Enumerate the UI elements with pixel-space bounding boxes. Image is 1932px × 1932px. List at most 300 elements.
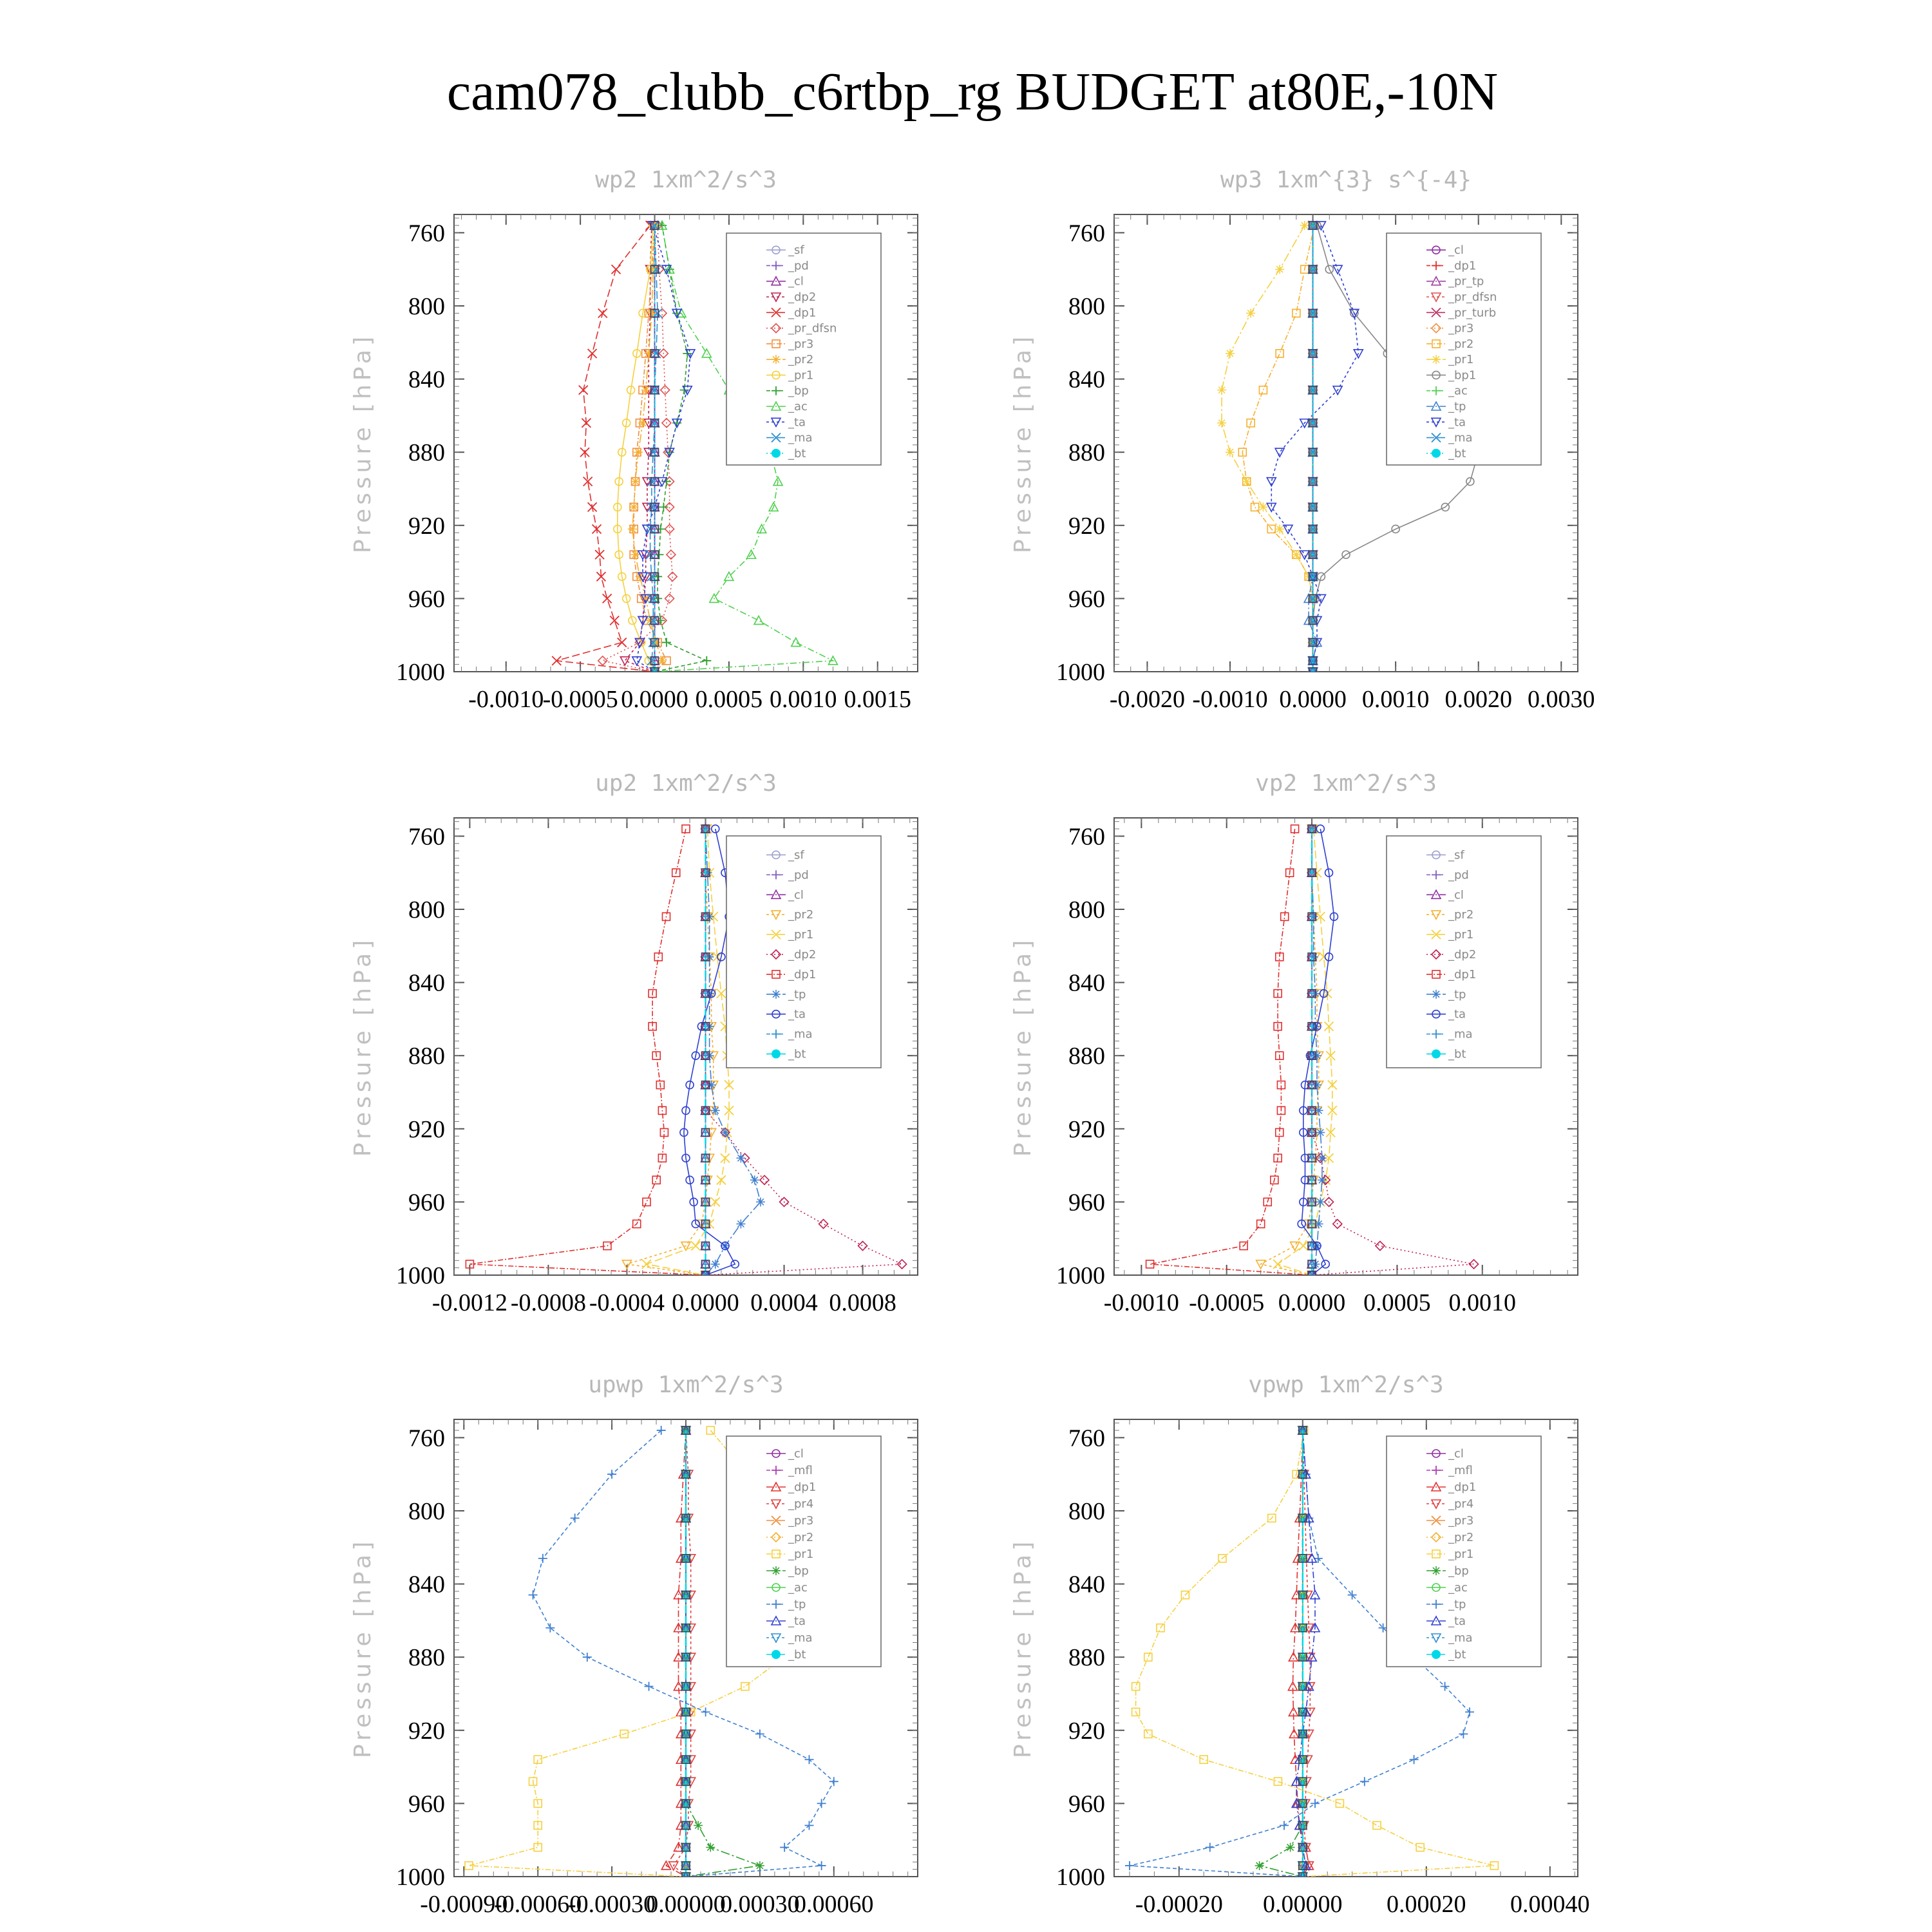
legend <box>1387 1436 1541 1667</box>
data-point <box>598 308 607 317</box>
data-point <box>612 265 621 274</box>
legend-label: _pr2 <box>1448 337 1474 351</box>
data-point <box>1226 448 1235 457</box>
y-tick-label: 840 <box>408 366 445 393</box>
legend-label: _sf <box>788 848 804 862</box>
legend-label: _cl <box>1448 1447 1464 1461</box>
x-tick-label: 0.00030 <box>720 1891 800 1918</box>
legend-label: _dp1 <box>788 967 817 981</box>
data-point <box>588 349 597 358</box>
data-point <box>641 386 650 395</box>
legend-label: _mfl <box>788 1464 813 1477</box>
legend <box>726 1436 881 1667</box>
data-point <box>657 1426 666 1435</box>
data-point <box>665 594 674 603</box>
legend-label: _cl <box>1448 888 1464 902</box>
legend-label: _pr_tp <box>1448 274 1484 289</box>
y-tick-label: 800 <box>408 1498 445 1525</box>
legend-label: _pr1 <box>788 928 814 942</box>
x-tick-label: 0.0010 <box>1361 686 1430 713</box>
series-line-bp <box>1260 1430 1303 1877</box>
y-tick-label: 920 <box>408 512 445 540</box>
panel-2 <box>1010 167 1595 713</box>
data-point <box>1283 525 1293 533</box>
data-point <box>1286 1843 1295 1852</box>
data-point <box>1275 524 1284 533</box>
data-point <box>721 1128 730 1137</box>
legend-label: _pr4 <box>1448 1497 1474 1511</box>
legend-marker <box>1432 990 1441 999</box>
data-point <box>1275 448 1284 457</box>
data-point <box>741 1683 749 1690</box>
data-point <box>755 1861 764 1870</box>
data-point <box>804 1755 813 1764</box>
data-point <box>1316 1128 1325 1137</box>
y-tick-label: 880 <box>1068 1043 1105 1070</box>
legend-label: _ma <box>1448 1027 1473 1041</box>
x-tick-label: -0.0004 <box>589 1289 665 1316</box>
x-tick-label: -0.00060 <box>494 1891 582 1918</box>
y-axis-label: Pressure [hPa] <box>350 936 376 1157</box>
panel-title: wp3 1xm^{3} s^{-4} <box>1220 167 1472 193</box>
y-axis-label: Pressure [hPa] <box>350 332 376 554</box>
legend-marker <box>772 449 781 458</box>
panel-title: vpwp 1xm^2/s^3 <box>1248 1372 1444 1398</box>
series-line-dp1 <box>1150 829 1312 1275</box>
legend-label: _tp <box>1448 1598 1466 1611</box>
y-tick-label: 1000 <box>396 1262 445 1289</box>
legend-label: _tp <box>788 1598 806 1611</box>
legend-label: _pr4 <box>788 1497 814 1511</box>
data-point <box>702 349 711 357</box>
y-tick-label: 880 <box>1068 439 1105 467</box>
legend-marker <box>1432 449 1441 458</box>
data-point <box>1300 221 1309 230</box>
data-point <box>1376 1242 1385 1251</box>
y-tick-label: 1000 <box>1056 1864 1105 1891</box>
legend-label: _tp <box>1448 987 1466 1001</box>
data-point <box>1226 349 1235 358</box>
legend-label: _ta <box>788 415 806 430</box>
y-tick-label: 1000 <box>1056 1262 1105 1289</box>
series-line-pr2 <box>627 829 713 1275</box>
legend-label: _ac <box>788 400 808 413</box>
data-point <box>694 1821 703 1830</box>
legend-label: _pd <box>1448 868 1469 882</box>
legend-label: _pr3 <box>788 1514 814 1528</box>
data-point <box>610 616 619 625</box>
y-tick-label: 760 <box>408 823 445 851</box>
panel-5 <box>350 1372 918 1918</box>
panel-1 <box>350 167 918 713</box>
x-tick-label: 0.00000 <box>646 1891 726 1918</box>
panel-title: up2 1xm^2/s^3 <box>595 770 777 797</box>
data-point <box>1146 1260 1154 1268</box>
panel-4 <box>1010 770 1578 1316</box>
legend-label: _dp2 <box>788 948 817 961</box>
legend-label: _sf <box>1448 848 1464 862</box>
data-point <box>1314 1554 1323 1563</box>
legend <box>726 836 881 1068</box>
y-tick-label: 920 <box>1068 512 1105 540</box>
y-tick-label: 840 <box>408 969 445 997</box>
legend-label: _ma <box>1448 1631 1473 1645</box>
data-point <box>819 1219 828 1228</box>
y-tick-label: 960 <box>408 585 445 613</box>
data-point <box>898 1260 907 1269</box>
legend-marker <box>772 1566 781 1575</box>
legend-label: _pr1 <box>788 368 814 383</box>
data-point <box>1144 1653 1152 1661</box>
y-tick-label: 920 <box>1068 1717 1105 1745</box>
legend-label: _pd <box>788 868 809 882</box>
legend-label: _bp <box>788 384 809 398</box>
legend-marker <box>1432 1650 1441 1659</box>
legend-label: _tp <box>788 987 806 1001</box>
legend-label: _bp1 <box>1448 368 1477 383</box>
data-point <box>1255 1861 1264 1870</box>
data-point <box>817 1799 826 1808</box>
data-point <box>760 1175 769 1184</box>
legend-label: _ta <box>1448 1007 1466 1021</box>
legend-label: _ac <box>788 1581 808 1595</box>
data-point <box>1274 1777 1282 1785</box>
data-point <box>662 638 671 647</box>
data-point <box>1144 1730 1152 1738</box>
data-point <box>1246 308 1255 317</box>
y-tick-label: 800 <box>408 293 445 320</box>
legend-marker <box>1432 1050 1441 1059</box>
data-point <box>756 1197 765 1206</box>
data-point <box>618 638 627 647</box>
y-tick-label: 760 <box>1068 220 1105 247</box>
data-point <box>750 1175 759 1184</box>
data-point <box>1206 1843 1215 1852</box>
legend-label: _dp2 <box>1448 948 1477 961</box>
legend-label: _bt <box>1448 1047 1466 1061</box>
data-point <box>634 448 643 457</box>
legend-label: _bt <box>788 446 806 460</box>
y-tick-label: 920 <box>1068 1115 1105 1143</box>
y-tick-label: 800 <box>408 896 445 923</box>
x-tick-label: -0.00020 <box>1135 1891 1223 1918</box>
x-tick-label: -0.00090 <box>420 1891 508 1918</box>
y-tick-label: 1000 <box>1056 659 1105 686</box>
y-tick-label: 880 <box>408 439 445 467</box>
legend-label: _ac <box>1448 384 1468 398</box>
data-point <box>755 1729 764 1738</box>
legend-label: _pr1 <box>1448 928 1474 942</box>
legend-label: _pr2 <box>1448 1531 1474 1544</box>
x-tick-label: 0.0005 <box>1363 1289 1431 1316</box>
y-tick-label: 840 <box>408 1571 445 1598</box>
legend-label: _cl <box>788 274 804 289</box>
x-tick-label: 0.0020 <box>1444 686 1512 713</box>
y-tick-label: 760 <box>408 220 445 247</box>
data-point <box>1258 502 1267 511</box>
data-point <box>711 1106 720 1115</box>
series-line-dp1 <box>469 829 705 1275</box>
data-point <box>706 1843 715 1852</box>
x-tick-label: 0.00060 <box>794 1891 874 1918</box>
x-tick-label: -0.0005 <box>542 686 618 713</box>
data-point <box>598 656 607 665</box>
data-point <box>661 386 670 395</box>
data-point <box>804 1821 813 1830</box>
x-tick-label: 0.00000 <box>1263 1891 1343 1918</box>
data-point <box>1251 503 1259 511</box>
data-point <box>638 419 647 428</box>
data-point <box>583 1653 592 1662</box>
legend-marker <box>772 990 781 999</box>
data-point <box>1273 1260 1282 1269</box>
y-axis-label: Pressure [hPa] <box>1010 936 1036 1157</box>
x-tick-label: -0.0020 <box>1109 686 1186 713</box>
panel-6 <box>1010 1372 1590 1918</box>
y-tick-label: 760 <box>408 1425 445 1452</box>
data-point <box>1299 1242 1308 1251</box>
legend-label: _dp1 <box>788 1481 817 1494</box>
legend-label: _bt <box>1448 1648 1466 1662</box>
y-tick-label: 1000 <box>396 659 445 686</box>
data-point <box>643 1198 650 1206</box>
data-point <box>736 1219 745 1228</box>
data-point <box>858 1242 867 1251</box>
data-point <box>1318 1175 1327 1184</box>
x-tick-label: 0.0000 <box>621 686 688 713</box>
data-point <box>659 502 668 511</box>
data-point <box>1242 477 1251 486</box>
legend-label: _bt <box>788 1648 806 1662</box>
data-point <box>1410 1755 1419 1764</box>
x-tick-label: -0.0005 <box>1189 1289 1265 1316</box>
y-tick-label: 880 <box>1068 1644 1105 1672</box>
data-point <box>603 594 612 603</box>
legend-label: _ma <box>1448 431 1473 445</box>
legend-label: _pr3 <box>788 337 814 351</box>
y-tick-label: 880 <box>408 1644 445 1672</box>
x-tick-label: -0.0010 <box>468 686 544 713</box>
legend-marker <box>772 1050 781 1059</box>
legend <box>1387 836 1541 1068</box>
data-point <box>711 1260 720 1269</box>
data-point <box>1217 419 1226 428</box>
legend-label: _dp1 <box>788 306 817 320</box>
x-tick-label: 0.00040 <box>1510 1891 1590 1918</box>
legend-label: _dp2 <box>788 290 817 304</box>
legend-label: _ac <box>1448 1581 1468 1595</box>
y-tick-label: 1000 <box>396 1864 445 1891</box>
data-point <box>628 524 637 533</box>
data-point <box>629 502 638 511</box>
data-point <box>1360 1777 1369 1786</box>
legend-label: _bp <box>788 1564 809 1578</box>
legend-label: _pr2 <box>1448 908 1474 922</box>
data-point <box>1316 1197 1325 1206</box>
data-point <box>691 1242 700 1251</box>
legend-label: _pr_turb <box>1448 306 1497 320</box>
legend <box>726 233 881 465</box>
legend-label: _sf <box>788 243 804 258</box>
legend <box>1387 233 1541 465</box>
legend-label: _pr3 <box>1448 1514 1474 1528</box>
data-point <box>529 1591 538 1600</box>
y-tick-label: 880 <box>408 1043 445 1070</box>
data-point <box>1125 1861 1134 1870</box>
legend-label: _ta <box>788 1007 806 1021</box>
data-point <box>817 1861 826 1870</box>
data-point <box>644 349 653 358</box>
data-point <box>721 1153 730 1162</box>
data-point <box>1276 350 1283 357</box>
legend-label: _dp1 <box>1448 259 1477 273</box>
legend-label: _pr2 <box>788 908 814 922</box>
data-point <box>642 1260 651 1269</box>
x-tick-label: 0.0008 <box>829 1289 896 1316</box>
legend-label: _ta <box>788 1615 806 1628</box>
legend-marker <box>1432 1566 1441 1575</box>
data-point <box>1311 1799 1320 1808</box>
data-point <box>1300 551 1309 559</box>
x-tick-label: -0.00030 <box>568 1891 656 1918</box>
data-point <box>631 477 640 486</box>
y-tick-label: 960 <box>1068 585 1105 613</box>
data-point <box>1292 550 1301 559</box>
data-point <box>1132 1683 1140 1690</box>
series-line-bp <box>655 225 707 672</box>
data-point <box>1373 1821 1381 1829</box>
data-point <box>1275 265 1284 274</box>
legend-label: _cl <box>1448 243 1464 258</box>
legend-label: _bt <box>1448 446 1466 460</box>
data-point <box>620 657 629 665</box>
y-tick-label: 800 <box>1068 293 1105 320</box>
legend-label: _pr_dfsn <box>788 321 837 336</box>
legend-label: _pr1 <box>788 1548 814 1561</box>
x-tick-label: 0.0000 <box>672 1289 739 1316</box>
legend-label: _ma <box>788 431 813 445</box>
data-point <box>665 524 674 533</box>
data-point <box>736 1153 745 1162</box>
y-tick-label: 920 <box>408 1717 445 1745</box>
panel-title: upwp 1xm^2/s^3 <box>588 1372 784 1398</box>
y-tick-label: 800 <box>1068 1498 1105 1525</box>
data-point <box>1465 1707 1474 1716</box>
y-tick-label: 920 <box>408 1115 445 1143</box>
data-point <box>1280 1821 1289 1830</box>
y-tick-label: 800 <box>1068 896 1105 923</box>
x-tick-label: 0.0010 <box>770 686 837 713</box>
legend-label: _pr1 <box>1448 353 1474 367</box>
legend-label: _ma <box>788 1631 813 1645</box>
panel-3 <box>350 770 918 1316</box>
legend-label: _pr3 <box>1448 321 1474 336</box>
data-point <box>1217 386 1226 395</box>
legend-label: _pd <box>788 259 809 273</box>
legend-label: _pr_dfsn <box>1448 290 1497 304</box>
data-point <box>1459 1729 1468 1738</box>
data-point <box>702 656 711 665</box>
data-point <box>1318 1153 1327 1162</box>
legend-label: _bp <box>1448 1564 1469 1578</box>
legend-label: _cl <box>788 888 804 902</box>
legend-marker <box>772 355 781 364</box>
legend-label: _pr2 <box>788 1531 814 1544</box>
data-point <box>1490 1862 1498 1870</box>
x-tick-label: 0.0005 <box>695 686 763 713</box>
data-point <box>465 1862 473 1870</box>
x-tick-label: 0.00020 <box>1387 1891 1466 1918</box>
legend-marker <box>1432 355 1441 364</box>
panels <box>350 167 1595 1918</box>
x-tick-label: 0.0030 <box>1528 686 1595 713</box>
legend-label: _cl <box>788 1447 804 1461</box>
data-point <box>534 1756 542 1763</box>
data-point <box>717 1175 726 1184</box>
panel-title: wp2 1xm^2/s^3 <box>595 167 777 193</box>
legend-label: _pr2 <box>788 353 814 367</box>
y-tick-label: 960 <box>1068 1189 1105 1217</box>
data-point <box>791 638 800 647</box>
y-tick-label: 840 <box>1068 969 1105 997</box>
y-axis-label: Pressure [hPa] <box>350 1537 376 1759</box>
y-axis-label: Pressure [hPa] <box>1010 1537 1036 1759</box>
data-point <box>672 419 681 428</box>
legend-marker <box>772 1650 781 1659</box>
y-tick-label: 960 <box>408 1189 445 1217</box>
data-point <box>701 1707 710 1716</box>
x-tick-label: 0.0010 <box>1448 1289 1517 1316</box>
y-tick-label: 840 <box>1068 366 1105 393</box>
x-tick-label: -0.0012 <box>431 1289 507 1316</box>
x-tick-label: -0.0010 <box>1103 1289 1179 1316</box>
legend-label: _tp <box>1448 400 1466 413</box>
data-point <box>652 1176 660 1184</box>
legend-label: _pr1 <box>1448 1548 1474 1561</box>
y-axis-label: Pressure [hPa] <box>1010 332 1036 554</box>
x-tick-label: -0.0010 <box>1192 686 1268 713</box>
data-point <box>1259 386 1267 394</box>
x-tick-label: 0.0000 <box>1278 1289 1346 1316</box>
x-tick-label: 0.0015 <box>844 686 911 713</box>
data-point <box>588 502 597 511</box>
legend-label: _ta <box>1448 415 1466 430</box>
legend-label: _dp1 <box>1448 1481 1477 1494</box>
legend-label: _ma <box>788 1027 813 1041</box>
legend-label: _bt <box>788 1047 806 1061</box>
y-tick-label: 960 <box>408 1790 445 1818</box>
data-point <box>545 1624 554 1633</box>
data-point <box>579 386 588 395</box>
y-tick-label: 960 <box>1068 1790 1105 1818</box>
legend-label: _mfl <box>1448 1464 1473 1477</box>
data-point <box>645 1682 654 1691</box>
y-tick-label: 840 <box>1068 1571 1105 1598</box>
figure-title: cam078_clubb_c6rtbp_rg BUDGET at80E,-10N <box>446 62 1499 122</box>
y-tick-label: 760 <box>1068 1425 1105 1452</box>
legend-label: _dp1 <box>1448 967 1477 981</box>
x-tick-label: -0.0008 <box>510 1289 587 1316</box>
data-point <box>754 616 763 624</box>
y-tick-label: 760 <box>1068 823 1105 851</box>
series-line-pr1 <box>1222 225 1312 672</box>
legend-label: _ta <box>1448 1615 1466 1628</box>
x-tick-label: 0.0000 <box>1279 686 1347 713</box>
panel-title: vp2 1xm^2/s^3 <box>1255 770 1437 797</box>
data-point <box>711 1197 720 1206</box>
x-tick-label: 0.0004 <box>750 1289 818 1316</box>
series-line-pr1 <box>1278 829 1332 1275</box>
